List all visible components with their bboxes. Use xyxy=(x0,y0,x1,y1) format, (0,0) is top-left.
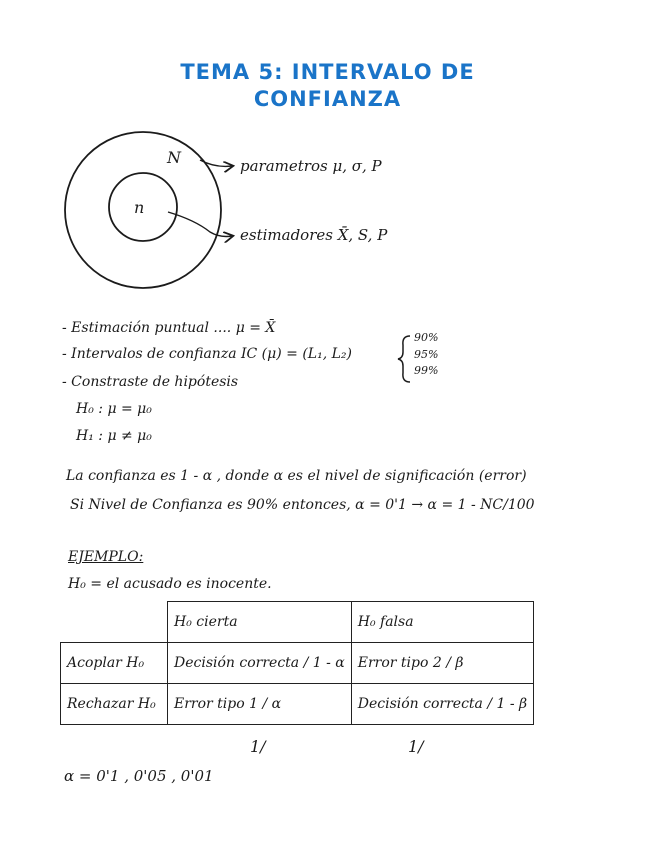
parametros-label: parametros μ, σ, P xyxy=(240,157,382,175)
row-label-rechazar: Rechazar H₀ xyxy=(61,684,168,725)
brace xyxy=(398,336,410,382)
table-corner-cell xyxy=(61,602,168,643)
brace-value-95: 95% xyxy=(414,348,439,361)
intervalos-confianza: - Intervalos de confianza IC (μ) = (L₁, L₂) xyxy=(62,346,352,362)
table-row xyxy=(61,684,534,725)
estimadores-label: estimadores X̄, S, P xyxy=(240,226,388,244)
title-line-2: CONFIANZA xyxy=(253,87,402,111)
cell-decision-correcta-beta: Decisión correcta / 1 - β xyxy=(351,684,533,725)
cell-error-tipo-2: Error tipo 2 / β xyxy=(351,643,533,684)
header-h0-falsa: H₀ falsa xyxy=(351,602,533,643)
estimacion-puntual: - Estimación puntual .... μ = X̄ xyxy=(62,320,276,336)
header-h0-cierta: H₀ cierta xyxy=(168,602,352,643)
decision-table xyxy=(60,601,534,725)
ejemplo-heading: EJEMPLO: xyxy=(68,549,144,565)
row-label-acoplar: Acoplar H₀ xyxy=(61,643,168,684)
arrow-to-estimadores xyxy=(168,212,232,237)
confianza-definition: La confianza es 1 - α , donde α es el nivel de significación (error) xyxy=(66,468,527,484)
column-sum-left: 1/ xyxy=(250,737,266,756)
table-row xyxy=(61,643,534,684)
table-header-row xyxy=(61,602,534,643)
hypothesis-h0: H₀ : μ = μ₀ xyxy=(76,401,152,417)
title-line-1: TEMA 5: INTERVALO DE xyxy=(180,60,475,84)
alpha-values: α = 0'1 , 0'05 , 0'01 xyxy=(64,767,214,785)
hypothesis-h1: H₁ : μ ≠ μ₀ xyxy=(76,428,152,444)
contraste-hipotesis: - Constraste de hipótesis xyxy=(62,374,239,390)
brace-value-90: 90% xyxy=(414,331,439,344)
column-sum-right: 1/ xyxy=(408,737,424,756)
brace-value-99: 99% xyxy=(414,364,439,377)
population-label: N xyxy=(167,148,181,167)
cell-error-tipo-1: Error tipo 1 / α xyxy=(168,684,352,725)
ejemplo-statement: H₀ = el acusado es inocente. xyxy=(68,576,272,592)
confianza-example: Si Nivel de Confianza es 90% entonces, α = 0'1 → α = 1 - NC/100 xyxy=(70,497,535,513)
sample-label: n xyxy=(134,198,145,217)
cell-decision-correcta-alpha: Decisión correcta / 1 - α xyxy=(168,643,352,684)
